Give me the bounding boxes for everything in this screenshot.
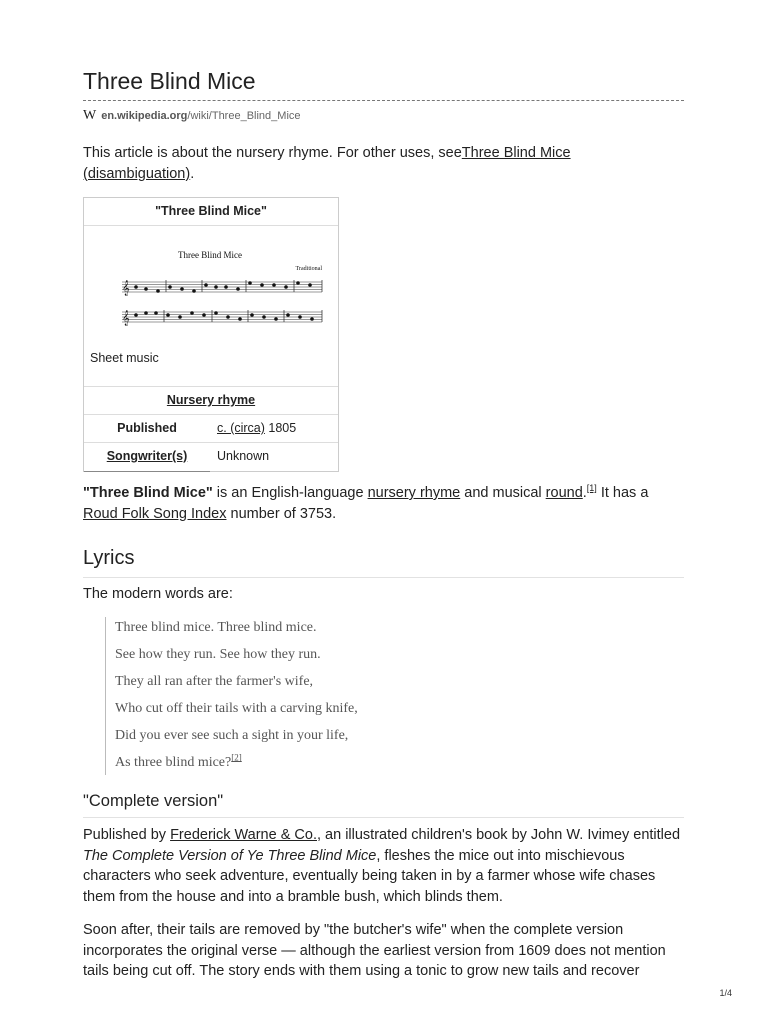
hatnote-suffix: . bbox=[190, 165, 195, 182]
svg-text:𝄞: 𝄞 bbox=[122, 311, 130, 326]
wikipedia-icon: W bbox=[83, 108, 97, 123]
circa-link[interactable]: c. (circa) bbox=[217, 421, 265, 435]
disambiguation-link[interactable]: Three Blind Mice (disambiguation) bbox=[83, 145, 571, 182]
infobox-title: "Three Blind Mice" bbox=[84, 198, 338, 226]
infobox-published-row bbox=[84, 414, 338, 443]
published-value bbox=[217, 421, 296, 435]
p1-text-3: , fleshes the mice out into mischievous characters who seek adventure, eventually being taken in by a farmer whose wife chases them from the house and into a bramble bush, which blinds them. bbox=[83, 847, 656, 905]
intro-text-4: number of 3753. bbox=[226, 505, 337, 522]
sheet-credit: Traditional bbox=[295, 266, 322, 272]
lyrics-poem bbox=[105, 617, 506, 775]
hatnote bbox=[83, 143, 684, 184]
infobox bbox=[83, 197, 339, 472]
intro-bold: "Three Blind Mice" bbox=[83, 485, 213, 501]
lyrics-rule bbox=[83, 577, 684, 578]
lyric-line: They all ran after the farmer's wife, bbox=[115, 674, 314, 689]
lyric-line bbox=[115, 752, 242, 771]
ref-2-link[interactable]: [2] bbox=[231, 752, 242, 763]
lyrics-heading: Lyrics bbox=[83, 547, 135, 569]
lyric-line: Did you ever see such a sight in your life, bbox=[115, 728, 349, 743]
nursery-rhyme-link-2[interactable]: nursery rhyme bbox=[367, 485, 461, 501]
ref-1-link[interactable]: [1] bbox=[586, 483, 597, 494]
songwriter-link[interactable]: Songwriter(s) bbox=[106, 449, 188, 463]
source-domain: en.wikipedia.org bbox=[101, 110, 188, 122]
p1-text-2: , an illustrated children's book by John W. Ivimey entitled bbox=[316, 827, 681, 843]
svg-text:𝄞: 𝄞 bbox=[122, 281, 130, 296]
infobox-songwriter-row bbox=[84, 442, 338, 471]
complete-version-heading: "Complete version" bbox=[83, 792, 224, 810]
source-path: /wiki/Three_Blind_Mice bbox=[187, 110, 301, 122]
hatnote-text: This article is about the nursery rhyme. For other uses, see bbox=[83, 145, 462, 161]
sheet-music-image[interactable] bbox=[106, 242, 336, 337]
intro-text-3: It has a bbox=[596, 485, 649, 501]
intro-paragraph: "Three Blind Mice" is an English-language nursery rhyme and musical round.[1] It has a Roud Folk Song Index number of 3753. bbox=[83, 483, 649, 522]
complete-version-rule bbox=[83, 817, 684, 818]
roud-index-link[interactable]: Roud Folk Song Index bbox=[83, 505, 227, 522]
p1-book-title: The Complete Version of Ye Three Blind Mice bbox=[83, 847, 377, 864]
frederick-warne-link[interactable]: Frederick Warne & Co. bbox=[170, 827, 317, 843]
sheet-title: Three Blind Mice bbox=[178, 250, 242, 260]
lyric-line: Who cut off their tails with a carving knife, bbox=[115, 701, 358, 716]
sheet-music-graphic bbox=[106, 242, 336, 337]
nursery-rhyme-link[interactable]: Nursery rhyme bbox=[166, 393, 256, 407]
lyric-last-text: As three blind mice? bbox=[115, 755, 232, 770]
title-divider bbox=[83, 100, 684, 101]
page-number: 1/4 bbox=[719, 988, 732, 998]
lyric-line: Three blind mice. Three blind mice. bbox=[115, 620, 317, 635]
published-label: Published bbox=[117, 421, 177, 435]
complete-paragraph-1 bbox=[83, 825, 684, 907]
intro-text-2: and musical bbox=[460, 485, 546, 501]
lyric-line: See how they run. See how they run. bbox=[115, 647, 321, 662]
infobox-caption: Sheet music bbox=[90, 351, 159, 365]
infobox-type-row bbox=[84, 386, 338, 415]
page-title: Three Blind Mice bbox=[83, 68, 256, 94]
p1-text-1: Published by bbox=[83, 827, 171, 843]
published-year: 1805 bbox=[264, 421, 297, 435]
round-link[interactable]: round bbox=[545, 485, 583, 501]
songwriter-value: Unknown bbox=[217, 449, 270, 463]
intro-text-1: is an English-language bbox=[212, 485, 368, 501]
complete-paragraph-2: Soon after, their tails are removed by "the butcher's wife" when the complete version incorporates the original verse — although the earliest version from 1609 does not mention tails being cut off. The story ends with them using a tonic to grow new tails and recover bbox=[83, 922, 666, 979]
lyrics-intro: The modern words are: bbox=[83, 586, 233, 602]
source-url[interactable] bbox=[83, 108, 301, 124]
